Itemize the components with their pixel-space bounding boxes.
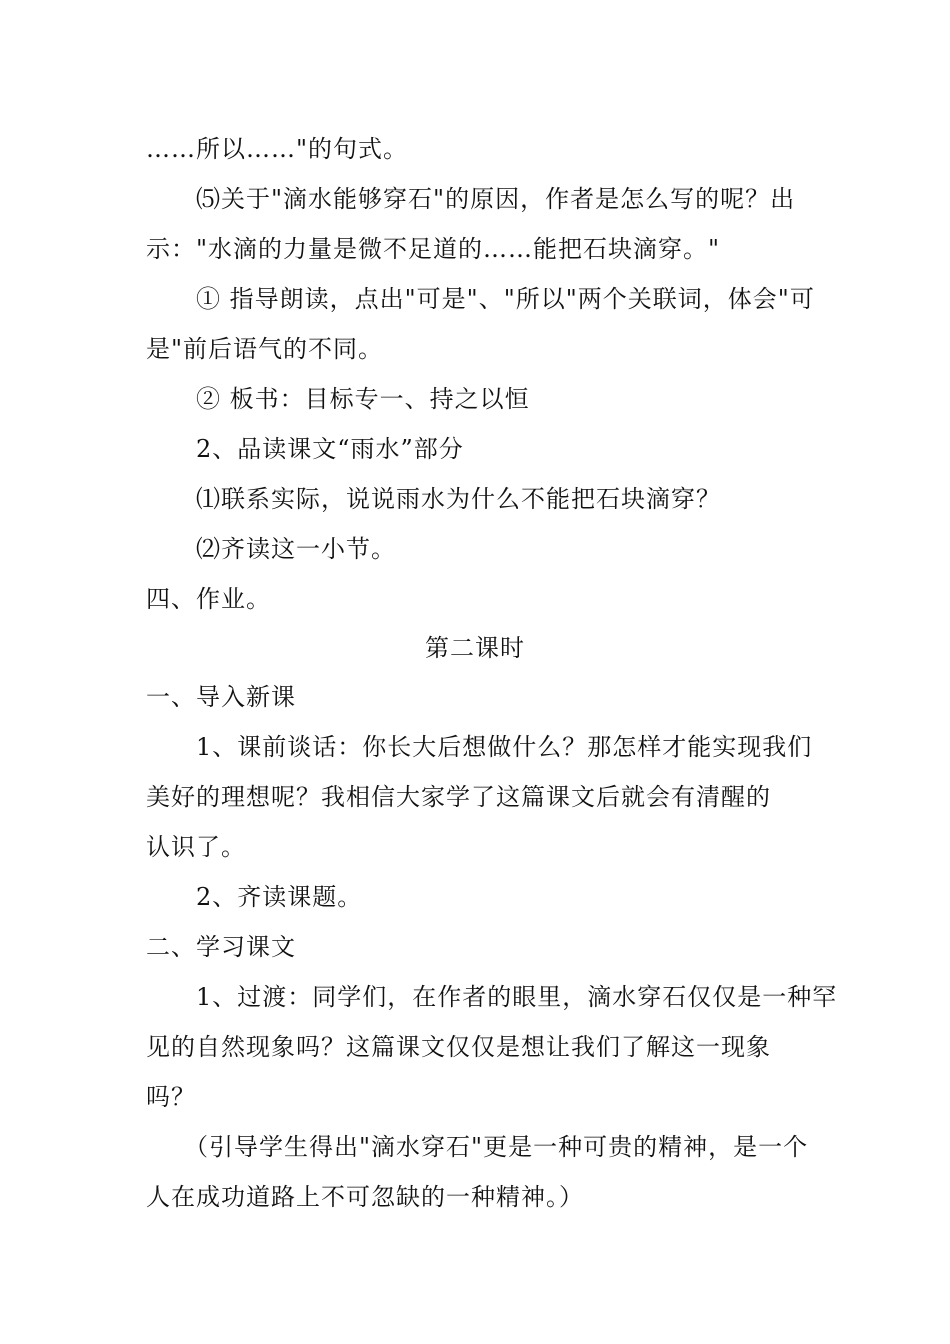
lesson-title: 第二课时 (425, 634, 525, 662)
text-line: 认识了。 (146, 833, 246, 861)
text-line: 1、过渡：同学们，在作者的眼里，滴水穿石仅仅是一种罕 (196, 983, 838, 1011)
text-line: ② 板书：目标专一、持之以恒 (196, 385, 530, 413)
section-heading: 四、作业。 (146, 585, 271, 613)
text-line: 2、齐读课题。 (196, 883, 363, 911)
text-line: 2、品读课文“雨水”部分 (196, 435, 464, 463)
text-line: ……所以……"的句式。 (146, 135, 409, 163)
text-line: ① 指导朗读，点出"可是"、"所以"两个关联词，体会"可 (196, 285, 815, 313)
section-heading: 一、导入新课 (146, 683, 296, 711)
text-line: 吗？ (146, 1083, 196, 1111)
section-heading: 二、学习课文 (146, 933, 296, 961)
text-line: ⑵齐读这一小节。 (196, 535, 396, 563)
text-line: 示："水滴的力量是微不足道的……能把石块滴穿。" (146, 235, 721, 263)
text-line: 见的自然现象吗？这篇课文仅仅是想让我们了解这一现象 (146, 1033, 771, 1061)
text-line: 人在成功道路上不可忽缺的一种精神。） (146, 1183, 584, 1211)
text-line: ⑴联系实际，说说雨水为什么不能把石块滴穿？ (196, 485, 721, 513)
text-line: （引导学生得出"滴水穿石"更是一种可贵的精神，是一个 (184, 1133, 809, 1161)
text-line: ⑸关于"滴水能够穿石"的原因，作者是怎么写的呢？出 (196, 185, 796, 213)
text-line: 是"前后语气的不同。 (146, 335, 384, 363)
text-line: 1、课前谈话：你长大后想做什么？那怎样才能实现我们 (196, 733, 813, 761)
text-line: 美好的理想呢？我相信大家学了这篇课文后就会有清醒的 (146, 783, 771, 811)
